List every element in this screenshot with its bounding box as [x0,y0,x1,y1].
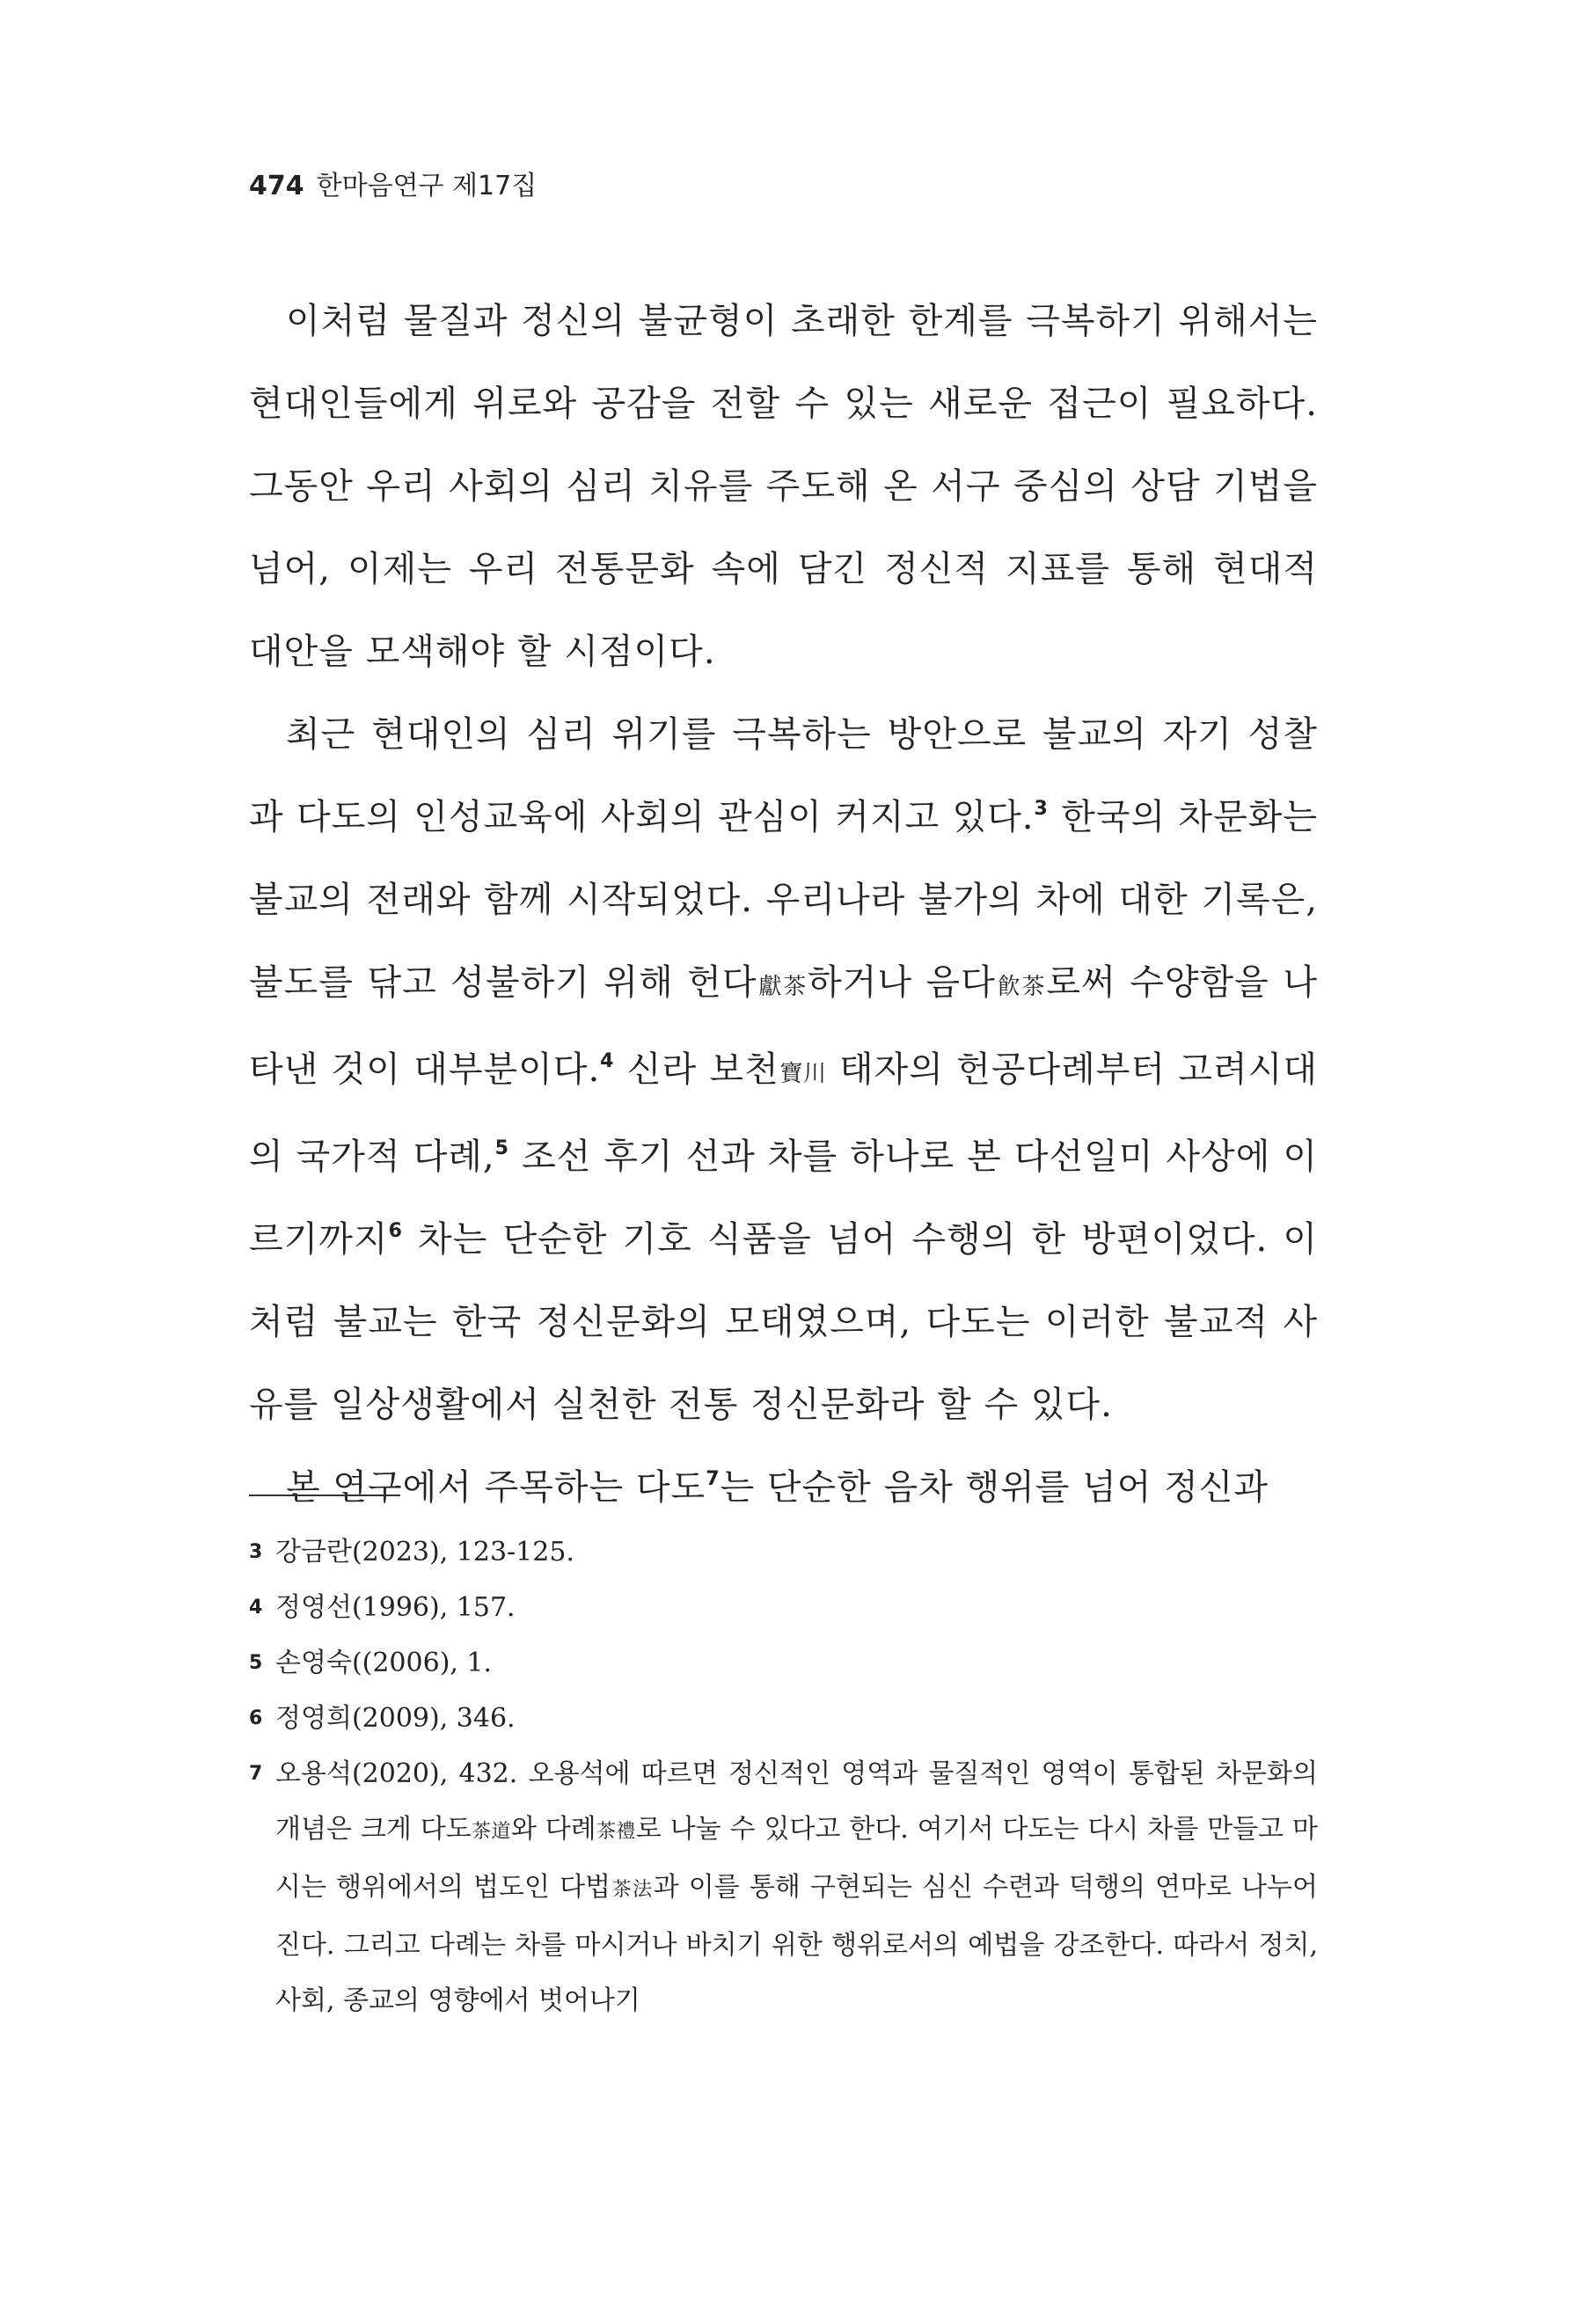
body-text [249,280,1318,1529]
running-header [249,169,537,204]
footnote-text: 과 이를 통해 구현되는 심신 수련과 덕행의 연마로 나누어진다. 그리고 다례는 차를 마시거나 바치기 위한 행위로서의 예법을 강조한다. 따라서 정치, 사회, 종교의 영향에서 벗어나기 [275,1872,1318,2016]
footnote-text: 강금란(2023), 123-125. [275,1537,574,1568]
paragraph-1: 이처럼 물질과 정신의 불균형이 초래한 한계를 극복하기 위해서는 현대인들에게 위로와 공감을 전할 수 있는 새로운 접근이 필요하다. 그동안 우리 사회의 심리 치유를 주도해 온 서구 중심의 상담 기법을 넘어, 이제는 우리 전통문화 속에 담긴 정신적 지표를 통해 현대적 대안을 모색해야 할 시점이다. [249,301,1318,672]
paragraph-3 [249,1446,1318,1529]
footnote-ref-5[interactable]: 5 [494,1137,509,1159]
hanja-gloss: 茶法 [611,1879,654,1901]
footnote-ref-4[interactable]: 4 [600,1050,615,1072]
text-segment: 태자의 헌공다례부터 고려시대의 국가적 다례, [249,1049,1318,1177]
text-segment: 한국의 차문화는 불교의 전래와 함께 시작되었다. 우리나라 불가의 차에 대한 기록은, 불도를 닦고 성불하기 위해 헌다 [249,797,1318,1003]
footnote-number: 5 [249,1652,263,1674]
footnote-4 [249,1580,1318,1635]
footnote-number: 3 [249,1541,263,1563]
text-segment: 하거나 음다 [808,962,996,1003]
footnote-divider [249,1495,400,1496]
journal-title: 한마음연구 제17집 [316,171,538,201]
footnote-ref-6[interactable]: 6 [388,1220,403,1242]
text-segment: 차는 단순한 기호 식품을 넘어 수행의 한 방편이었다. 이처럼 불교는 한국 정신문화의 모태였으며, 다도는 이러한 불교적 사유를 일상생활에서 실천한 전통 정신문화라 할 수 있다. [249,1219,1318,1425]
footnote-ref-3[interactable]: 3 [1034,798,1049,820]
footnote-ref-7[interactable]: 7 [706,1468,721,1490]
text-segment: 신라 보천 [614,1049,779,1090]
footnote-number: 7 [249,1763,263,1785]
footnote-text: 손영숙((2006), 1. [275,1648,493,1678]
footnote-5 [249,1635,1318,1691]
page-number: 474 [249,171,304,201]
text-segment: 는 단순한 음차 행위를 넘어 정신과 [720,1467,1269,1508]
footnotes [249,1524,1318,2028]
footnote-text: 로 나눌 수 있다고 한다. 여기서 다도는 다시 차를 만들고 마시는 행위에서의 법도인 다법 [275,1814,1318,1903]
footnote-6 [249,1691,1318,1746]
text-segment: 본 연구에서 주목하는 다도 [286,1467,706,1508]
hanja-gloss: 獻茶 [757,974,808,1000]
text-segment: 최근 현대인의 심리 위기를 극복하는 방안으로 불교의 자기 성찰과 다도의 인성교육에 사회의 관심이 커지고 있다. [249,714,1318,837]
footnote-number: 6 [249,1707,263,1729]
footnote-7 [249,1746,1318,2028]
paragraph-2 [249,693,1318,1446]
footnote-3 [249,1524,1318,1580]
hanja-gloss: 寶川 [779,1061,827,1087]
hanja-gloss: 茶禮 [596,1821,636,1843]
footnote-text: 정영선(1996), 157. [275,1592,516,1623]
footnote-text: 오용석(2020), 432. 오용석에 따르면 정신적인 영역과 물질적인 영역이 통합된 차문화의 개념은 크게 다도 [275,1758,1318,1845]
footnote-text: 와 다례 [510,1814,596,1845]
footnote-text: 정영희(2009), 346. [275,1703,516,1734]
footnote-number: 4 [249,1597,263,1619]
text-segment: 조선 후기 선과 차를 하나로 본 다선일미 사상에 이르기까지 [249,1136,1319,1260]
hanja-gloss: 茶道 [471,1821,511,1843]
text-segment: 로써 수양함을 나타낸 것이 대부분이다. [249,962,1318,1090]
hanja-gloss: 飮茶 [995,974,1047,1000]
